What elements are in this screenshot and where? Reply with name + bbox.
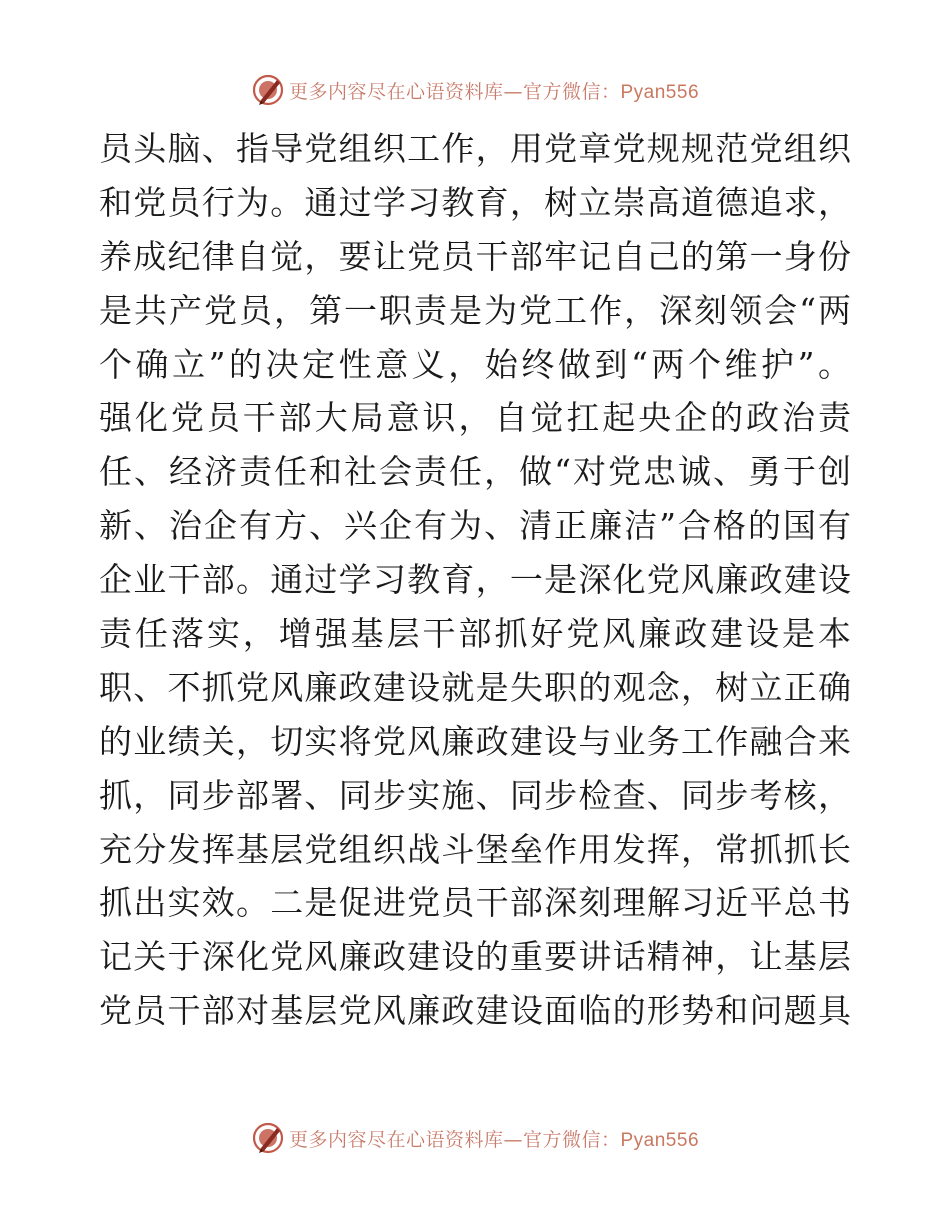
header-watermark — [0, 70, 950, 110]
watermark-text — [289, 1125, 699, 1152]
text-line: 抓出实效。二是促进党员干部深刻理解习近平总书 — [99, 883, 851, 923]
text-line: 党员干部对基层党风廉政建设面临的形势和问题具 — [99, 991, 851, 1031]
text-line: 新、治企有方、兴企有为、清正廉洁”合格的国有 — [99, 506, 851, 546]
text-line: 是共产党员，第一职责是为党工作，深刻领会“两 — [99, 290, 851, 330]
text-line: 充分发挥基层党组织战斗堡垒作用发挥，常抓抓长 — [99, 829, 851, 869]
pen-logo-icon — [251, 73, 285, 107]
watermark-site: 更多内容尽在心语资料库 — [288, 80, 504, 103]
watermark-separator: — — [503, 80, 523, 103]
watermark-label: 官方微信： — [522, 1128, 621, 1151]
document-body — [99, 122, 851, 1038]
text-line: 责任落实，增强基层干部抓好党风廉政建设是本 — [99, 614, 851, 654]
text-line: 和党员行为。通过学习教育，树立崇高道德追求， — [99, 182, 851, 222]
pen-logo-icon — [251, 1121, 285, 1155]
text-line: 任、经济责任和社会责任，做“对党忠诚、勇于创 — [99, 452, 851, 492]
text-line: 员头脑、指导党组织工作，用党章党规规范党组织 — [99, 129, 851, 168]
text-line: 企业干部。通过学习教育，一是深化党风廉政建设 — [99, 560, 851, 600]
watermark-site: 更多内容尽在心语资料库 — [288, 1128, 504, 1151]
text-line: 个确立”的决定性意义，始终做到“两个维护”。 — [99, 344, 851, 384]
watermark-account: Pyan556 — [620, 81, 700, 103]
text-line: 养成纪律自觉，要让党员干部牢记自己的第一身份 — [99, 236, 851, 276]
watermark-label: 官方微信： — [522, 80, 621, 103]
watermark-account: Pyan556 — [620, 1129, 700, 1151]
text-line: 的业绩关，切实将党风廉政建设与业务工作融合来 — [99, 721, 851, 761]
footer-watermark — [0, 1118, 950, 1158]
text-line: 记关于深化党风廉政建设的重要讲话精神，让基层 — [99, 937, 851, 977]
text-line: 职、不抓党风廉政建设就是失职的观念，树立正确 — [99, 667, 851, 707]
watermark-text — [289, 77, 699, 104]
text-line: 抓，同步部署、同步实施、同步检查、同步考核， — [99, 775, 851, 815]
watermark-separator: — — [503, 1128, 523, 1151]
text-line: 强化党员干部大局意识，自觉扛起央企的政治责 — [99, 398, 851, 438]
